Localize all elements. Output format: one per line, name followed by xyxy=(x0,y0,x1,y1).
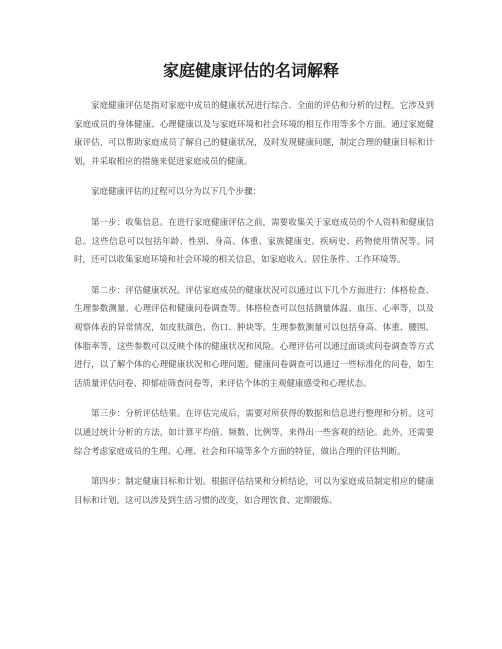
paragraph-steps-lead: 家庭健康评估的过程可以分为以下几个步骤： xyxy=(91,187,262,198)
document-title: 家庭健康评估的名词解释 xyxy=(162,61,339,80)
paragraph-step-3: 第三步：分析评估结果。在评估完成后，需要对所获得的数据和信息进行整理和分析。这可以通过统计分析的方法，如计算平均值、频数、比例等，来得出一些客观的结论。此外，还需要综合考虑家庭成员的生理、心理、社会和环境等多个方面的特征，做出合理的评估判断。 xyxy=(74,409,434,457)
paragraph-intro: 家庭健康评估是指对家庭中成员的健康状况进行综合、全面的评估和分析的过程。它涉及到家庭成员的身体健康、心理健康以及与家庭环境和社会环境的相互作用等多个方面。通过家庭健康评估，可以帮助家庭成员了解自己的健康状况，及时发现健康问题，制定合理的健康目标和计划，并采取相应的措施来促进家庭成员的健康。 xyxy=(74,101,434,167)
document-body xyxy=(74,97,434,522)
paragraph-step-2: 第二步：评估健康状况。评估家庭成员的健康状况可以通过以下几个方面进行：体格检查、生理参数测量、心理评估和健康问卷调查等。体格检查可以包括测量体温、血压、心率等，以及观察体表的异常情况，如皮肤颜色、伤口、肿块等。生理参数测量可以包括身高、体重、腰围、体脂率等，这些参数可以反映个体的健康状况和风险。心理评估可以通过面谈或问卷调查等方式进行，以了解个体的心理健康状况和心理问题。健康问卷调查可以通过一些标准化的问卷，如生活质量评估问卷、抑郁症筛查问卷等，来评估个体的主观健康感受和心理状态。 xyxy=(74,285,434,389)
paragraph-step-4: 第四步：制定健康目标和计划。根据评估结果和分析结论，可以为家庭成员制定相应的健康目标和计划。这可以涉及到生活习惯的改变，如合理饮食、定期锻炼、 xyxy=(74,477,434,506)
paragraph-step-1: 第一步：收集信息。在进行家庭健康评估之前，需要收集关于家庭成员的个人资料和健康信息。这些信息可以包括年龄、性别、身高、体重、家族健康史、疾病史、药物使用情况等。同时，还可以收集家庭环境和社会环境的相关信息，如家庭收入、居住条件、工作环境等。 xyxy=(74,217,434,266)
